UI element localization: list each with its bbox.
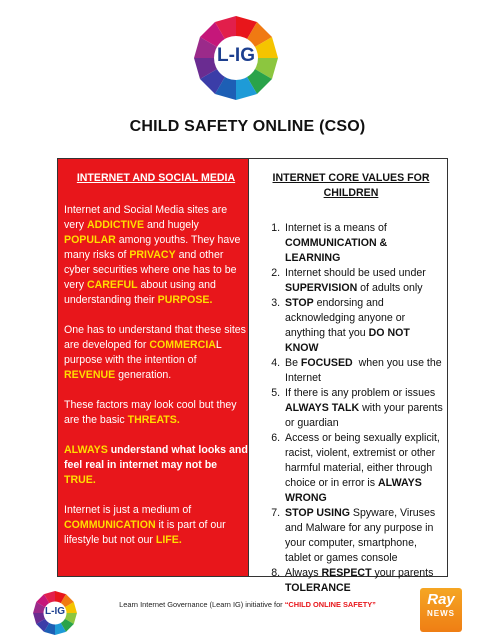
- left-paragraph-1: Internet and Social Media sites are very ADDICTIVE and hugely POPULAR among youths. They have many risks of PRIVACY and other cyber securities where one has to be very CAREFUL about using and understanding their PURPOSE.: [64, 204, 241, 306]
- left-paragraph-3: These factors may look cool but they are the basic THREATS.: [64, 399, 237, 426]
- internet-social-media-panel: [57, 158, 253, 577]
- core-values-panel: [248, 158, 448, 594]
- page-title: CHILD SAFETY ONLINE (CSO): [129, 118, 366, 135]
- logo-text: L-IG: [217, 45, 255, 66]
- left-panel-heading: INTERNET AND SOCIAL MEDIA: [76, 172, 236, 184]
- lig-logo-small: [32, 590, 78, 636]
- list-item: 6. Access or being sexually explicit, racist, violent, extremist or other harmful material, either through choice or in error is ALWAYS WRONG: [283, 431, 443, 506]
- list-item: 5. If there is any problem or issues ALWAYS TALK with your parents or guardian: [283, 386, 443, 431]
- left-paragraph-4: ALWAYS understand what looks and feel real in internet may not be TRUE.: [64, 444, 248, 486]
- ray-news-logo: Ray NEWS: [420, 588, 462, 632]
- footer-text: Learn Internet Governance (Learn IG) initiative for “CHILD ONLINE SAFETY”: [119, 600, 376, 609]
- list-item: 1. Internet is a means of COMMUNICATION & LEARNING: [283, 221, 443, 266]
- list-item: 2. Internet should be used under SUPERVISION of adults only: [283, 266, 443, 296]
- list-item: 7. STOP USING Spyware, Viruses and Malware for any purpose in your computer, smartphone, tablet or games console: [283, 506, 443, 566]
- left-paragraph-2: One has to understand that these sites are developed for COMMERCIAL purpose with the intention of REVENUE generation.: [64, 324, 246, 381]
- core-values-list: [259, 221, 443, 596]
- lig-logo: [192, 14, 280, 102]
- list-item: 3. STOP endorsing and acknowledging anyone or anything that you DO NOT KNOW: [283, 296, 443, 356]
- list-item: 4. Be FOCUSED when you use the Internet: [283, 356, 443, 386]
- left-paragraph-5: Internet is just a medium of COMMUNICATION it is part of our lifestyle but not our LIFE.: [64, 504, 226, 546]
- list-item: 8. Always RESPECT your parents TOLERANCE: [283, 566, 443, 596]
- right-panel-heading: INTERNET CORE VALUES FOR CHILDREN: [272, 172, 430, 199]
- logo-text-small: L-IG: [45, 606, 65, 617]
